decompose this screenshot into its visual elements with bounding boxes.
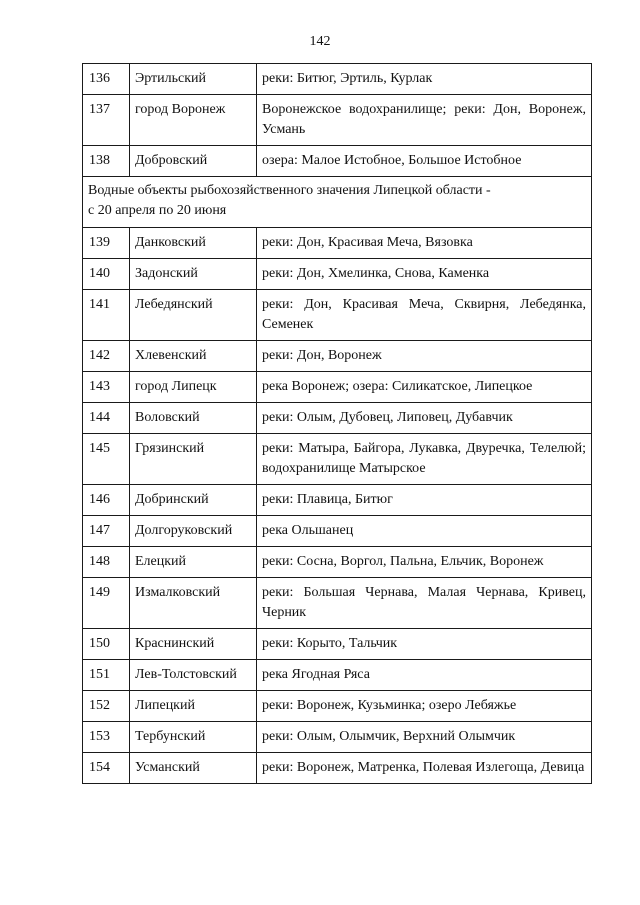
table-row bbox=[83, 341, 592, 372]
water-objects: река Ольшанец bbox=[257, 516, 592, 547]
water-objects: реки: Корыто, Тальчик bbox=[257, 629, 592, 660]
district-name: Долгоруковский bbox=[130, 516, 257, 547]
water-objects: реки: Воронеж, Кузьминка; озеро Лебяжье bbox=[257, 691, 592, 722]
district-name: Данковский bbox=[130, 228, 257, 259]
row-number: 150 bbox=[83, 629, 130, 660]
row-number: 140 bbox=[83, 259, 130, 290]
table-row bbox=[83, 95, 592, 146]
row-number: 138 bbox=[83, 146, 130, 177]
water-objects: реки: Дон, Хмелинка, Снова, Каменка bbox=[257, 259, 592, 290]
row-number: 143 bbox=[83, 372, 130, 403]
water-objects: реки: Дон, Красивая Меча, Сквирня, Лебедянка, Семенек bbox=[257, 290, 592, 341]
table-row bbox=[83, 629, 592, 660]
section-heading-line: Водные объекты рыбохозяйственного значения Липецкой области - bbox=[88, 183, 491, 198]
water-objects: Воронежское водохранилище; реки: Дон, Воронеж, Усмань bbox=[257, 95, 592, 146]
water-objects: реки: Олым, Дубовец, Липовец, Дубавчик bbox=[257, 403, 592, 434]
row-number: 145 bbox=[83, 434, 130, 485]
district-name: Воловский bbox=[130, 403, 257, 434]
row-number: 141 bbox=[83, 290, 130, 341]
row-number: 136 bbox=[83, 64, 130, 95]
water-objects: реки: Матыра, Байгора, Лукавка, Двуречка, Телелюй; водохранилище Матырское bbox=[257, 434, 592, 485]
district-name: Краснинский bbox=[130, 629, 257, 660]
water-objects: реки: Битюг, Эртиль, Курлак bbox=[257, 64, 592, 95]
district-name: Тербунский bbox=[130, 722, 257, 753]
district-name: Добровский bbox=[130, 146, 257, 177]
table-row bbox=[83, 722, 592, 753]
table-row bbox=[83, 228, 592, 259]
district-name: Измалковский bbox=[130, 578, 257, 629]
row-number: 149 bbox=[83, 578, 130, 629]
row-number: 144 bbox=[83, 403, 130, 434]
district-name: Усманский bbox=[130, 753, 257, 784]
section-heading-row bbox=[83, 177, 592, 228]
water-objects: река Воронеж; озера: Силикатское, Липецкое bbox=[257, 372, 592, 403]
district-name: Лев-Толстовский bbox=[130, 660, 257, 691]
row-number: 151 bbox=[83, 660, 130, 691]
row-number: 148 bbox=[83, 547, 130, 578]
table-body bbox=[83, 64, 592, 228]
table-row bbox=[83, 64, 592, 95]
district-name: Грязинский bbox=[130, 434, 257, 485]
district-name: Хлевенский bbox=[130, 341, 257, 372]
table-row bbox=[83, 259, 592, 290]
water-objects: реки: Дон, Красивая Меча, Вязовка bbox=[257, 228, 592, 259]
water-objects: река Ягодная Ряса bbox=[257, 660, 592, 691]
row-number: 139 bbox=[83, 228, 130, 259]
table-row bbox=[83, 372, 592, 403]
row-number: 137 bbox=[83, 95, 130, 146]
district-name: Елецкий bbox=[130, 547, 257, 578]
table-row bbox=[83, 434, 592, 485]
row-number: 142 bbox=[83, 341, 130, 372]
water-objects: реки: Плавица, Битюг bbox=[257, 485, 592, 516]
district-name: город Липецк bbox=[130, 372, 257, 403]
table-row bbox=[83, 485, 592, 516]
table-row bbox=[83, 578, 592, 629]
row-number: 153 bbox=[83, 722, 130, 753]
table-row bbox=[83, 660, 592, 691]
row-number: 152 bbox=[83, 691, 130, 722]
table-row bbox=[83, 403, 592, 434]
row-number: 147 bbox=[83, 516, 130, 547]
table-row bbox=[83, 146, 592, 177]
water-objects: реки: Воронеж, Матренка, Полевая Излегоща, Девица bbox=[257, 753, 592, 784]
district-name: Добринский bbox=[130, 485, 257, 516]
water-objects: реки: Дон, Воронеж bbox=[257, 341, 592, 372]
table-row bbox=[83, 753, 592, 784]
table-row bbox=[83, 547, 592, 578]
district-name: город Воронеж bbox=[130, 95, 257, 146]
table-row bbox=[83, 691, 592, 722]
district-name: Липецкий bbox=[130, 691, 257, 722]
water-objects: реки: Олым, Олымчик, Верхний Олымчик bbox=[257, 722, 592, 753]
section-heading-line: с 20 апреля по 20 июня bbox=[88, 203, 227, 218]
section-heading bbox=[83, 177, 592, 228]
water-bodies-table bbox=[82, 63, 592, 784]
water-objects: реки: Сосна, Воргол, Пальна, Ельчик, Воронеж bbox=[257, 547, 592, 578]
district-name: Эртильский bbox=[130, 64, 257, 95]
district-name: Задонский bbox=[130, 259, 257, 290]
table-row bbox=[83, 290, 592, 341]
water-objects: реки: Большая Чернава, Малая Чернава, Кривец, Черник bbox=[257, 578, 592, 629]
page-number: 142 bbox=[309, 34, 331, 49]
row-number: 146 bbox=[83, 485, 130, 516]
district-name: Лебедянский bbox=[130, 290, 257, 341]
table-row bbox=[83, 516, 592, 547]
row-number: 154 bbox=[83, 753, 130, 784]
water-objects: озера: Малое Истобное, Большое Истобное bbox=[257, 146, 592, 177]
table-body bbox=[83, 228, 592, 784]
